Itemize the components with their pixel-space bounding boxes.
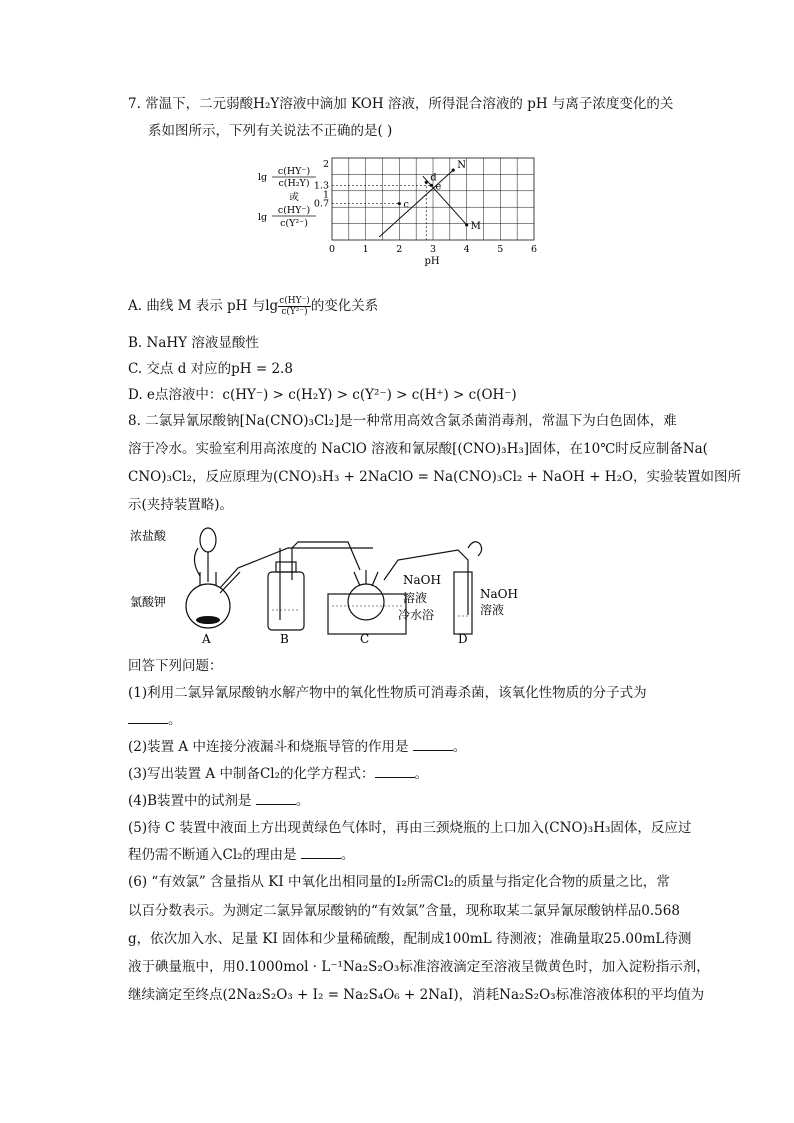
y-label-2-prefix: lg bbox=[258, 212, 268, 223]
absorber-d bbox=[454, 572, 472, 634]
answer-blank-4[interactable] bbox=[256, 792, 296, 805]
point-M bbox=[465, 223, 468, 226]
y-label-or: 或 bbox=[289, 192, 299, 203]
y-axis-label bbox=[258, 166, 316, 229]
x-axis-label: pH bbox=[424, 256, 440, 267]
answer-blank-3[interactable] bbox=[375, 765, 415, 778]
x-tick-label: 1 bbox=[362, 244, 369, 255]
separatory-funnel bbox=[200, 528, 216, 552]
y-label-1-num: c(HY⁻) bbox=[277, 166, 311, 177]
y-tick-label: 1 bbox=[322, 189, 329, 201]
y-tick-label: 0.7 bbox=[313, 198, 329, 210]
q8-part6-line3: g，依次加入水、足量 KI 固体和少量稀硫酸，配制成100mL 待测液；准确量取25.00mL待测 bbox=[128, 931, 692, 947]
q8-part4-end: 。 bbox=[295, 793, 310, 809]
q8-line3: CNO)₃Cl₂，反应原理为(CNO)₃H₃ + 2NaClO = Na(CNO)₃Cl₂ + NaOH + H₂O，实验装置如图所 bbox=[128, 469, 742, 485]
y-tick-label: 2 bbox=[322, 159, 329, 171]
q8-part1-line1: (1)利用二氯异氰尿酸钠水解产物中的氧化性物质可消毒杀菌，该氧化性物质的分子式为 bbox=[128, 685, 647, 701]
chart-grid bbox=[332, 158, 534, 240]
label-naoh-c-2: 溶液 bbox=[403, 591, 428, 605]
point-c bbox=[398, 202, 401, 205]
label-kclo3: 氯酸钾 bbox=[130, 595, 167, 609]
tube-b-c bbox=[292, 542, 360, 570]
label-c: C bbox=[360, 632, 370, 646]
apparatus-diagram bbox=[128, 520, 548, 650]
y-tick-label: 1.3 bbox=[313, 180, 329, 192]
kclo3-solid bbox=[196, 616, 220, 624]
answer-blank-1[interactable] bbox=[128, 711, 168, 724]
label-naoh-d-2: 溶液 bbox=[480, 603, 505, 617]
y-label-1-den: c(H₂Y) bbox=[278, 178, 310, 189]
point-label-M: M bbox=[470, 220, 481, 232]
q7-stem-line2: 系如图所示，下列有关说法不正确的是( ) bbox=[148, 123, 393, 139]
q7-option-a-pre: A. 曲线 M 表示 pH 与lg bbox=[128, 298, 279, 314]
label-d: D bbox=[458, 632, 468, 646]
x-tick-label: 6 bbox=[530, 244, 538, 255]
q7-option-a-post: 的变化关系 bbox=[310, 298, 379, 314]
point-d bbox=[425, 181, 428, 184]
q7-option-b: B. NaHY 溶液显酸性 bbox=[128, 335, 259, 351]
q8-part3-text: (3)写出装置 A 中制备Cl₂的化学方程式： bbox=[128, 766, 375, 782]
label-cold-bath: 冷水浴 bbox=[398, 608, 435, 622]
x-tick-label: 3 bbox=[429, 244, 437, 255]
q8-part1-line2 bbox=[128, 710, 182, 730]
q8-part2-text: (2)装置 A 中连接分液漏斗和烧瓶导管的作用是 bbox=[128, 739, 409, 755]
q8-part5-end: 。 bbox=[340, 847, 355, 863]
q8-line4: 示(夹持装置略)。 bbox=[128, 497, 234, 513]
label-naoh-c-1: NaOH bbox=[403, 573, 441, 587]
answer-blank-2[interactable] bbox=[413, 738, 453, 751]
y-label-2-den: c(Y²⁻) bbox=[280, 218, 308, 229]
q7-option-a-fraction bbox=[278, 296, 311, 317]
q8-part5-line2 bbox=[128, 845, 354, 865]
x-tick-label: 5 bbox=[497, 244, 504, 255]
pressure-tube bbox=[194, 548, 200, 576]
point-label-c: c bbox=[403, 199, 409, 211]
q7-chart bbox=[250, 150, 550, 270]
q7-option-a bbox=[128, 296, 378, 317]
q8-part6-line5: 继续滴定至终点(2Na₂S₂O₃ + I₂ = Na₂S₄O₆ + 2NaI)，消耗Na₂S₂O₃标准溶液体积的平均值为 bbox=[128, 987, 705, 1003]
q7-stem-line1: 7. 常温下，二元弱酸H₂Y溶液中滴加 KOH 溶液，所得混合溶液的 pH 与离子浓度变化的关 bbox=[128, 96, 674, 112]
point-label-d: d bbox=[430, 172, 437, 184]
wash-bottle-b bbox=[268, 572, 304, 630]
point-label-N: N bbox=[457, 160, 466, 172]
q8-part5-line1: (5)待 C 装置中液面上方出现黄绿色气体时，再由三颈烧瓶的上口加入(CNO)₃H₃固体，反应过 bbox=[128, 820, 692, 836]
label-naoh-d-1: NaOH bbox=[480, 587, 518, 601]
q8-part4 bbox=[128, 791, 309, 811]
flask-c bbox=[348, 584, 384, 620]
label-a: A bbox=[202, 632, 211, 646]
q7-option-a-num: c(HY⁻) bbox=[279, 296, 310, 306]
q8-line2: 溶于冷水。实验室利用高浓度的 NaClO 溶液和氰尿酸[(CNO)₃H₃]固体，在10℃时反应制备Na( bbox=[128, 441, 708, 457]
q7-option-d: D. e点溶液中：c(HY⁻) > c(H₂Y) > c(Y²⁻) > c(H⁺) > c(OH⁻) bbox=[128, 387, 517, 403]
cold-bath bbox=[328, 594, 406, 634]
x-tick-label: 0 bbox=[328, 244, 336, 255]
y-label-1-prefix: lg bbox=[258, 172, 268, 183]
answer-blank-5[interactable] bbox=[301, 846, 341, 859]
q8-line1: 8. 二氯异氰尿酸钠[Na(CNO)₃Cl₂]是一种常用高效含氯杀菌消毒剂，常温下为白色固体，难 bbox=[128, 413, 677, 429]
y-label-2-num: c(HY⁻) bbox=[277, 205, 311, 216]
point-e bbox=[430, 184, 433, 187]
q7-option-a-den: c(Y²⁻) bbox=[281, 307, 308, 317]
q8-answer-intro: 回答下列问题： bbox=[128, 658, 223, 674]
q7-option-c: C. 交点 d 对应的pH = 2.8 bbox=[128, 361, 293, 377]
x-tick-label: 4 bbox=[463, 244, 470, 255]
q8-part6-line1: (6) “有效氯” 含量指从 KI 中氧化出相同量的I₂所需Cl₂的质量与指定化合物的质量之比，常 bbox=[128, 874, 670, 890]
q8-part5-text: 程仍需不断通入Cl₂的理由是 bbox=[128, 847, 297, 863]
point-label-e: e bbox=[435, 181, 442, 193]
q8-part3 bbox=[128, 764, 428, 784]
q8-part2 bbox=[128, 737, 466, 757]
q8-part6-line4: 液于碘量瓶中，用0.1000mol · L⁻¹Na₂S₂O₃标准溶液滴定至溶液呈微黄色时，加入淀粉指示剂， bbox=[128, 959, 710, 975]
q8-part4-text: (4)B装置中的试剂是 bbox=[128, 793, 252, 809]
series-line-M bbox=[423, 176, 467, 225]
q8-part2-end: 。 bbox=[452, 739, 467, 755]
q8-part3-end: 。 bbox=[414, 766, 429, 782]
q8-part6-line2: 以百分数表示。为测定二氯异氰尿酸钠的“有效氯”含量，现称取某二氯异氰尿酸钠样品0.568 bbox=[128, 903, 680, 919]
label-b: B bbox=[280, 632, 289, 646]
point-N bbox=[452, 169, 455, 172]
x-tick-label: 2 bbox=[396, 244, 403, 255]
q8-part1-end: 。 bbox=[168, 712, 182, 728]
label-conc-hcl: 浓盐酸 bbox=[130, 529, 167, 543]
chart-points bbox=[398, 160, 481, 232]
